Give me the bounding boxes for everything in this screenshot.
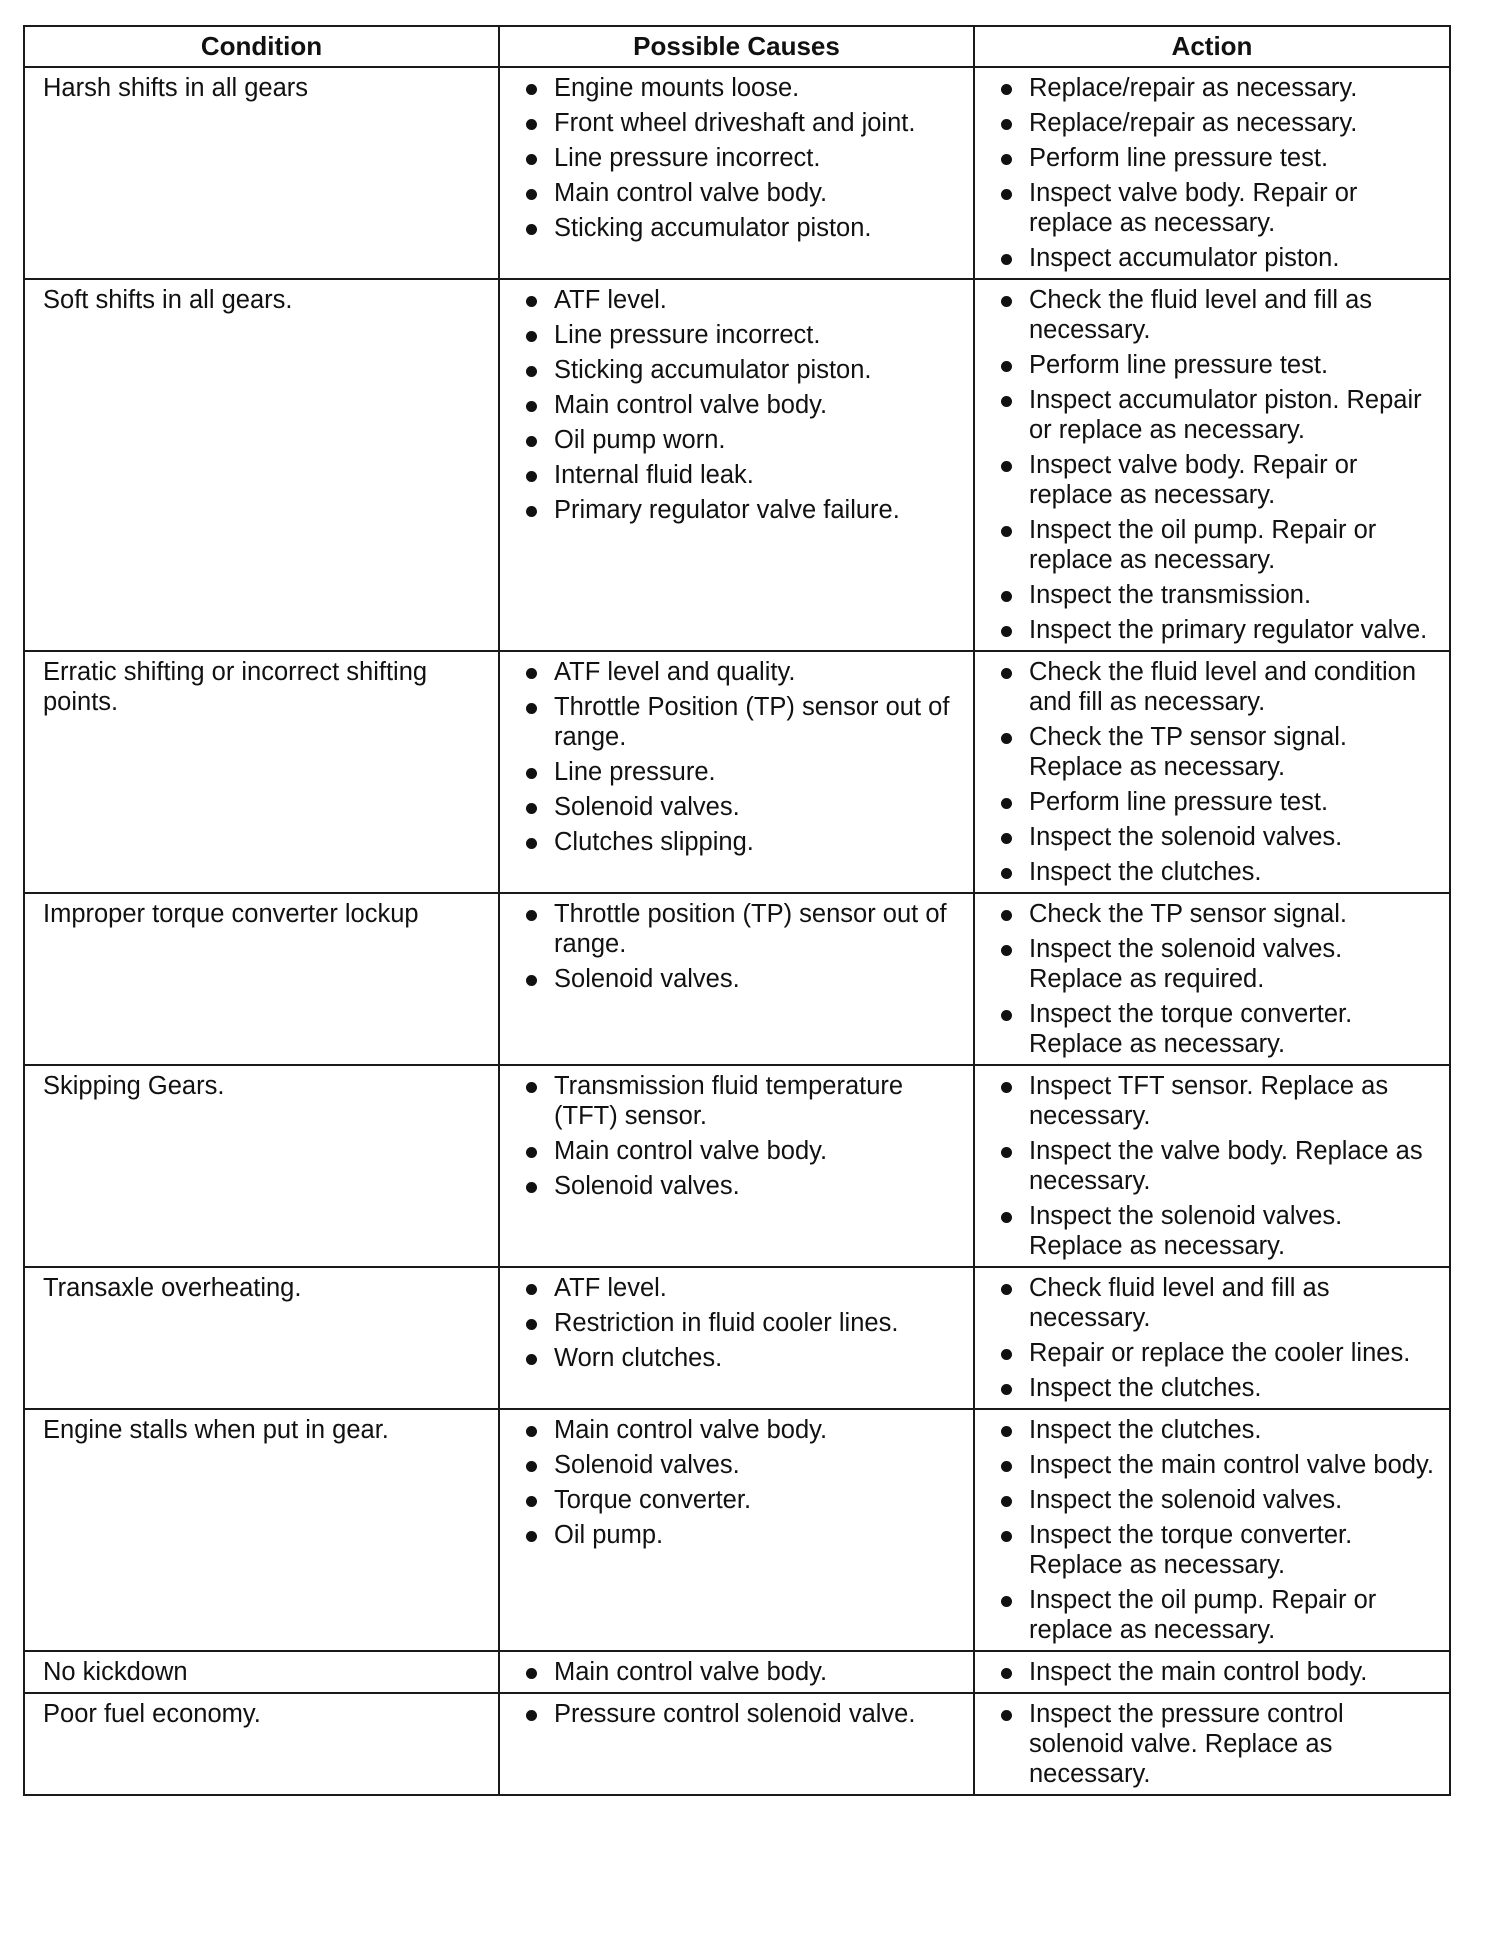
action-item-text: Check the fluid level and condition and fill as necessary. xyxy=(1029,658,1416,716)
action-item xyxy=(991,1699,1437,1789)
bullet-icon xyxy=(526,1461,537,1472)
cause-item xyxy=(516,827,961,857)
actions-list xyxy=(991,1415,1437,1645)
table-row xyxy=(24,1693,1450,1795)
action-item-text: Perform line pressure test. xyxy=(1029,144,1329,172)
bullet-icon xyxy=(526,506,537,517)
bullet-icon xyxy=(1001,396,1012,407)
actions-list xyxy=(991,285,1437,645)
action-item xyxy=(991,1273,1437,1333)
bullet-icon xyxy=(526,189,537,200)
action-item-text: Inspect the oil pump. Repair or replace as necessary. xyxy=(1029,1586,1377,1644)
table-body xyxy=(24,67,1450,1795)
causes-cell xyxy=(499,1065,974,1267)
action-cell xyxy=(974,1651,1450,1693)
bullet-icon xyxy=(526,224,537,235)
cause-item-text: Oil pump worn. xyxy=(554,426,726,454)
action-cell xyxy=(974,1693,1450,1795)
bullet-icon xyxy=(1001,1668,1012,1679)
action-item-text: Perform line pressure test. xyxy=(1029,788,1329,816)
action-item-text: Inspect the transmission. xyxy=(1029,581,1312,609)
cause-item-text: Main control valve body. xyxy=(554,391,828,419)
cause-item-text: Main control valve body. xyxy=(554,179,828,207)
action-item xyxy=(991,450,1437,510)
cause-item xyxy=(516,1485,961,1515)
bullet-icon xyxy=(1001,361,1012,372)
cause-item-text: Solenoid valves. xyxy=(554,793,740,821)
action-item-text: Inspect the torque converter. Replace as necessary. xyxy=(1029,1000,1353,1058)
cause-item xyxy=(516,425,961,455)
action-item-text: Inspect valve body. Repair or replace as necessary. xyxy=(1029,179,1358,237)
condition-cell: Improper torque converter lockup xyxy=(24,893,499,1065)
bullet-icon xyxy=(1001,1531,1012,1542)
bullet-icon xyxy=(1001,189,1012,200)
cause-item-text: Transmission fluid temperature (TFT) sensor. xyxy=(554,1072,904,1130)
action-item xyxy=(991,1585,1437,1645)
cause-item-text: Oil pump. xyxy=(554,1521,664,1549)
bullet-icon xyxy=(526,668,537,679)
bullet-icon xyxy=(1001,1284,1012,1295)
bullet-icon xyxy=(1001,119,1012,130)
bullet-icon xyxy=(1001,1710,1012,1721)
action-item-text: Inspect the solenoid valves. Replace as required. xyxy=(1029,935,1343,993)
bullet-icon xyxy=(1001,1147,1012,1158)
bullet-icon xyxy=(1001,945,1012,956)
table-row xyxy=(24,1651,1450,1693)
cause-item-text: Sticking accumulator piston. xyxy=(554,356,872,384)
action-item-text: Check fluid level and fill as necessary. xyxy=(1029,1274,1330,1332)
bullet-icon xyxy=(1001,1384,1012,1395)
bullet-icon xyxy=(526,1182,537,1193)
cause-item xyxy=(516,692,961,752)
action-item xyxy=(991,657,1437,717)
causes-cell xyxy=(499,1651,974,1693)
action-item xyxy=(991,1657,1437,1687)
cause-item xyxy=(516,1657,961,1687)
cause-item-text: Solenoid valves. xyxy=(554,965,740,993)
bullet-icon xyxy=(1001,154,1012,165)
bullet-icon xyxy=(1001,1212,1012,1223)
cause-item xyxy=(516,1273,961,1303)
action-item xyxy=(991,1201,1437,1261)
bullet-icon xyxy=(526,331,537,342)
bullet-icon xyxy=(526,1426,537,1437)
condition-cell: Poor fuel economy. xyxy=(24,1693,499,1795)
table-row xyxy=(24,1409,1450,1651)
condition-cell: Harsh shifts in all gears xyxy=(24,67,499,279)
cause-item-text: Sticking accumulator piston. xyxy=(554,214,872,242)
cause-item-text: Throttle Position (TP) sensor out of range. xyxy=(554,693,950,751)
action-item-text: Check the TP sensor signal. xyxy=(1029,900,1347,928)
bullet-icon xyxy=(1001,1596,1012,1607)
bullet-icon xyxy=(1001,591,1012,602)
cause-item xyxy=(516,355,961,385)
action-item xyxy=(991,243,1437,273)
action-item xyxy=(991,615,1437,645)
table-row xyxy=(24,1065,1450,1267)
action-item xyxy=(991,285,1437,345)
cause-item-text: Throttle position (TP) sensor out of range. xyxy=(554,900,947,958)
action-item xyxy=(991,143,1437,173)
condition-cell: No kickdown xyxy=(24,1651,499,1693)
condition-cell: Soft shifts in all gears. xyxy=(24,279,499,651)
bullet-icon xyxy=(1001,1496,1012,1507)
action-cell xyxy=(974,893,1450,1065)
bullet-icon xyxy=(1001,254,1012,265)
bullet-icon xyxy=(526,703,537,714)
action-item xyxy=(991,73,1437,103)
causes-list xyxy=(516,1273,961,1373)
action-item-text: Inspect the clutches. xyxy=(1029,1416,1262,1444)
action-cell xyxy=(974,651,1450,893)
cause-item xyxy=(516,1520,961,1550)
actions-list xyxy=(991,1699,1437,1789)
cause-item xyxy=(516,964,961,994)
action-item xyxy=(991,1450,1437,1480)
action-item-text: Inspect the solenoid valves. xyxy=(1029,823,1343,851)
causes-list xyxy=(516,73,961,243)
causes-list xyxy=(516,1657,961,1687)
bullet-icon xyxy=(1001,733,1012,744)
action-item-text: Inspect the primary regulator valve. xyxy=(1029,616,1428,644)
cause-item-text: Clutches slipping. xyxy=(554,828,754,856)
cause-item xyxy=(516,495,961,525)
cause-item-text: Internal fluid leak. xyxy=(554,461,754,489)
action-item-text: Inspect TFT sensor. Replace as necessary. xyxy=(1029,1072,1389,1130)
bullet-icon xyxy=(526,838,537,849)
actions-list xyxy=(991,1273,1437,1403)
cause-item xyxy=(516,460,961,490)
bullet-icon xyxy=(1001,1082,1012,1093)
causes-cell xyxy=(499,1267,974,1409)
causes-list xyxy=(516,1699,961,1729)
bullet-icon xyxy=(526,1284,537,1295)
bullet-icon xyxy=(1001,668,1012,679)
cause-item-text: Solenoid valves. xyxy=(554,1451,740,1479)
causes-list xyxy=(516,1071,961,1201)
cause-item-text: Restriction in fluid cooler lines. xyxy=(554,1309,899,1337)
cause-item xyxy=(516,108,961,138)
bullet-icon xyxy=(526,401,537,412)
bullet-icon xyxy=(1001,296,1012,307)
action-item xyxy=(991,899,1437,929)
action-item-text: Inspect valve body. Repair or replace as necessary. xyxy=(1029,451,1358,509)
cause-item-text: Worn clutches. xyxy=(554,1344,723,1372)
bullet-icon xyxy=(526,471,537,482)
table-header-row xyxy=(24,26,1450,67)
table-row xyxy=(24,893,1450,1065)
bullet-icon xyxy=(1001,1010,1012,1021)
action-item xyxy=(991,1485,1437,1515)
action-item-text: Inspect the clutches. xyxy=(1029,1374,1262,1402)
action-item xyxy=(991,722,1437,782)
causes-cell xyxy=(499,1409,974,1651)
bullet-icon xyxy=(526,975,537,986)
action-item-text: Inspect the clutches. xyxy=(1029,858,1262,886)
action-item-text: Inspect the torque converter. Replace as necessary. xyxy=(1029,1521,1353,1579)
bullet-icon xyxy=(1001,833,1012,844)
cause-item-text: Pressure control solenoid valve. xyxy=(554,1700,916,1728)
bullet-icon xyxy=(1001,1349,1012,1360)
action-item xyxy=(991,385,1437,445)
action-item-text: Inspect accumulator piston. Repair or replace as necessary. xyxy=(1029,386,1422,444)
action-item xyxy=(991,1520,1437,1580)
action-cell xyxy=(974,1267,1450,1409)
cause-item xyxy=(516,1136,961,1166)
bullet-icon xyxy=(526,1082,537,1093)
cause-item-text: Front wheel driveshaft and joint. xyxy=(554,109,916,137)
table-row xyxy=(24,67,1450,279)
bullet-icon xyxy=(526,84,537,95)
causes-cell xyxy=(499,893,974,1065)
cause-item-text: ATF level. xyxy=(554,1274,667,1302)
action-cell xyxy=(974,67,1450,279)
action-item-text: Replace/repair as necessary. xyxy=(1029,74,1358,102)
cause-item-text: Line pressure incorrect. xyxy=(554,321,821,349)
cause-item-text: ATF level and quality. xyxy=(554,658,796,686)
cause-item-text: Line pressure. xyxy=(554,758,716,786)
action-cell xyxy=(974,1065,1450,1267)
action-item-text: Inspect accumulator piston. xyxy=(1029,244,1340,272)
condition-cell: Transaxle overheating. xyxy=(24,1267,499,1409)
action-item-text: Inspect the solenoid valves. xyxy=(1029,1486,1343,1514)
table-row xyxy=(24,1267,1450,1409)
actions-list xyxy=(991,657,1437,887)
bullet-icon xyxy=(1001,1461,1012,1472)
bullet-icon xyxy=(526,119,537,130)
header-possible-causes: Possible Causes xyxy=(499,26,974,67)
causes-list xyxy=(516,1415,961,1550)
action-item-text: Check the fluid level and fill as necessary. xyxy=(1029,286,1373,344)
bullet-icon xyxy=(526,1354,537,1365)
action-item-text: Inspect the pressure control solenoid valve. Replace as necessary. xyxy=(1029,1700,1344,1788)
bullet-icon xyxy=(526,768,537,779)
bullet-icon xyxy=(526,803,537,814)
action-item xyxy=(991,580,1437,610)
action-item xyxy=(991,999,1437,1059)
bullet-icon xyxy=(526,1147,537,1158)
action-item xyxy=(991,350,1437,380)
cause-item xyxy=(516,1415,961,1445)
action-item xyxy=(991,857,1437,887)
cause-item-text: Line pressure incorrect. xyxy=(554,144,821,172)
condition-cell: Engine stalls when put in gear. xyxy=(24,1409,499,1651)
action-cell xyxy=(974,279,1450,651)
causes-list xyxy=(516,657,961,857)
table-row xyxy=(24,279,1450,651)
bullet-icon xyxy=(526,910,537,921)
action-item-text: Perform line pressure test. xyxy=(1029,351,1329,379)
header-condition: Condition xyxy=(24,26,499,67)
action-item xyxy=(991,787,1437,817)
cause-item xyxy=(516,143,961,173)
cause-item xyxy=(516,1699,961,1729)
action-cell xyxy=(974,1409,1450,1651)
cause-item xyxy=(516,1308,961,1338)
action-item-text: Inspect the valve body. Replace as necessary. xyxy=(1029,1137,1423,1195)
cause-item-text: Torque converter. xyxy=(554,1486,752,1514)
cause-item xyxy=(516,1450,961,1480)
actions-list xyxy=(991,1657,1437,1687)
bullet-icon xyxy=(526,154,537,165)
action-item-text: Check the TP sensor signal. Replace as necessary. xyxy=(1029,723,1347,781)
cause-item xyxy=(516,657,961,687)
bullet-icon xyxy=(1001,798,1012,809)
cause-item xyxy=(516,1171,961,1201)
action-item xyxy=(991,515,1437,575)
cause-item xyxy=(516,1343,961,1373)
actions-list xyxy=(991,899,1437,1059)
table-row xyxy=(24,651,1450,893)
cause-item xyxy=(516,73,961,103)
action-item xyxy=(991,178,1437,238)
causes-cell xyxy=(499,651,974,893)
cause-item-text: Main control valve body. xyxy=(554,1658,828,1686)
bullet-icon xyxy=(1001,1426,1012,1437)
bullet-icon xyxy=(1001,84,1012,95)
cause-item xyxy=(516,213,961,243)
actions-list xyxy=(991,73,1437,273)
bullet-icon xyxy=(526,1531,537,1542)
header-action: Action xyxy=(974,26,1450,67)
cause-item xyxy=(516,390,961,420)
actions-list xyxy=(991,1071,1437,1261)
condition-cell: Erratic shifting or incorrect shifting points. xyxy=(24,651,499,893)
condition-cell: Skipping Gears. xyxy=(24,1065,499,1267)
action-item xyxy=(991,1136,1437,1196)
bullet-icon xyxy=(1001,461,1012,472)
action-item-text: Inspect the solenoid valves. Replace as necessary. xyxy=(1029,1202,1343,1260)
cause-item-text: Main control valve body. xyxy=(554,1416,828,1444)
causes-cell xyxy=(499,279,974,651)
action-item-text: Repair or replace the cooler lines. xyxy=(1029,1339,1411,1367)
bullet-icon xyxy=(526,1710,537,1721)
action-item xyxy=(991,934,1437,994)
cause-item-text: ATF level. xyxy=(554,286,667,314)
bullet-icon xyxy=(1001,868,1012,879)
cause-item xyxy=(516,285,961,315)
cause-item-text: Engine mounts loose. xyxy=(554,74,800,102)
action-item-text: Inspect the main control body. xyxy=(1029,1658,1368,1686)
action-item xyxy=(991,1071,1437,1131)
cause-item xyxy=(516,757,961,787)
cause-item-text: Solenoid valves. xyxy=(554,1172,740,1200)
action-item-text: Inspect the main control valve body. xyxy=(1029,1451,1434,1479)
bullet-icon xyxy=(526,1668,537,1679)
cause-item xyxy=(516,178,961,208)
cause-item xyxy=(516,899,961,959)
bullet-icon xyxy=(526,436,537,447)
action-item-text: Inspect the oil pump. Repair or replace as necessary. xyxy=(1029,516,1377,574)
cause-item xyxy=(516,320,961,350)
action-item xyxy=(991,108,1437,138)
causes-list xyxy=(516,285,961,525)
bullet-icon xyxy=(526,1496,537,1507)
cause-item-text: Primary regulator valve failure. xyxy=(554,496,900,524)
bullet-icon xyxy=(526,366,537,377)
action-item xyxy=(991,1373,1437,1403)
causes-list xyxy=(516,899,961,994)
action-item xyxy=(991,1415,1437,1445)
cause-item xyxy=(516,1071,961,1131)
causes-cell xyxy=(499,1693,974,1795)
bullet-icon xyxy=(1001,626,1012,637)
causes-cell xyxy=(499,67,974,279)
action-item xyxy=(991,1338,1437,1368)
bullet-icon xyxy=(1001,910,1012,921)
action-item xyxy=(991,822,1437,852)
action-item-text: Replace/repair as necessary. xyxy=(1029,109,1358,137)
bullet-icon xyxy=(1001,526,1012,537)
bullet-icon xyxy=(526,296,537,307)
cause-item xyxy=(516,792,961,822)
diagnosis-table xyxy=(23,25,1451,1796)
bullet-icon xyxy=(526,1319,537,1330)
cause-item-text: Main control valve body. xyxy=(554,1137,828,1165)
